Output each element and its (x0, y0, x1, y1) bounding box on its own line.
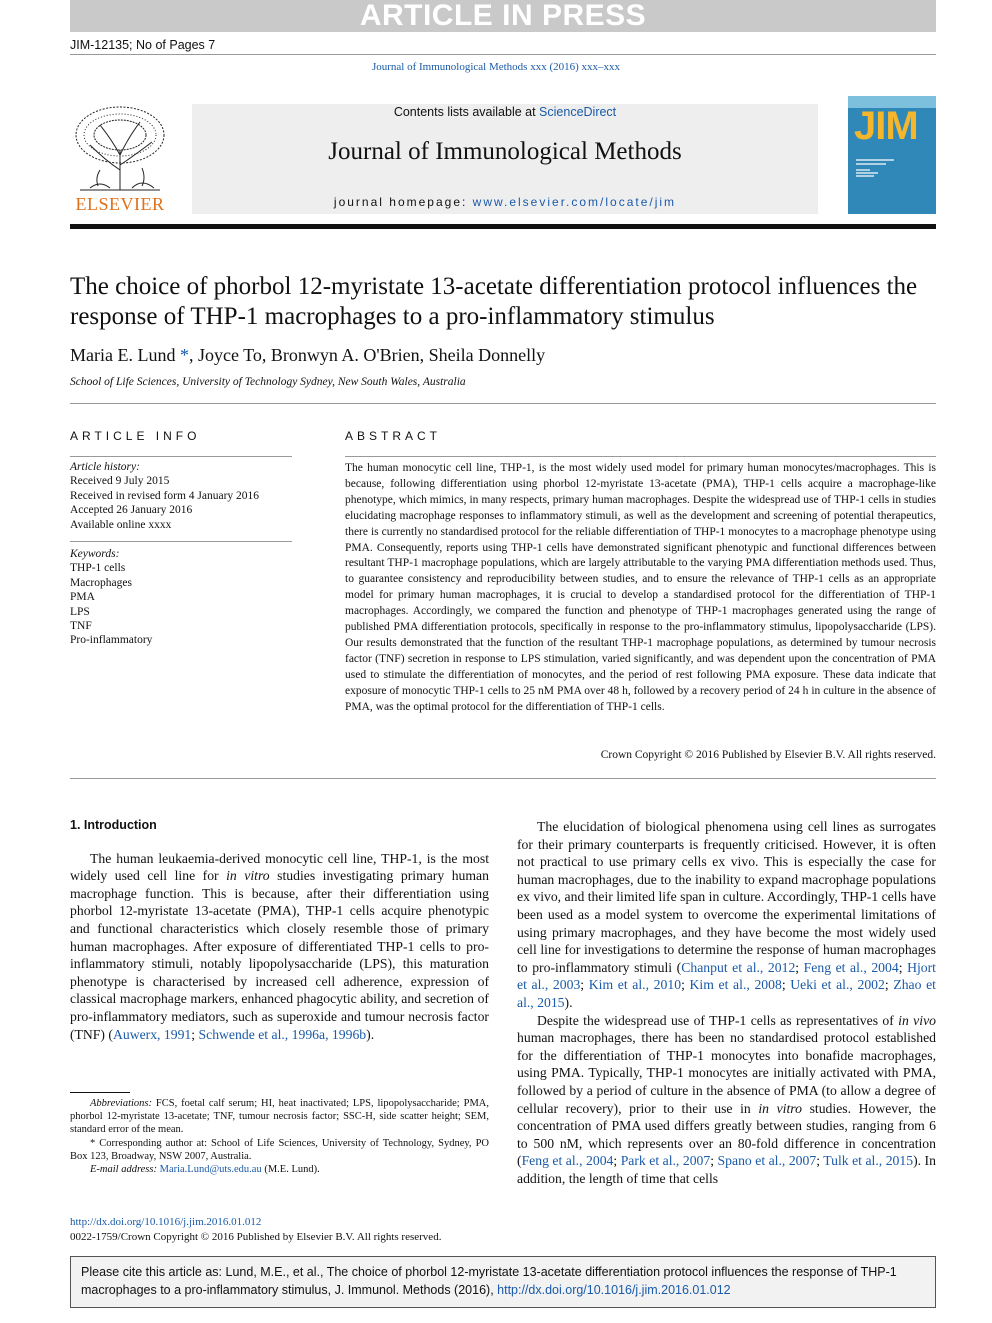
abstract-copyright: Crown Copyright © 2016 Published by Elsevier B.V. All rights reserved. (600, 749, 936, 761)
tree-logo-icon (70, 100, 170, 195)
journal-cover-thumbnail[interactable] (848, 96, 936, 214)
p1-italic: in vitro (226, 868, 270, 884)
article-history (70, 460, 292, 532)
article-info-rule (70, 456, 292, 457)
issn-line: 0022-1759/Crown Copyright © 2016 Published by Elsevier B.V. All rights reserved. (70, 1231, 442, 1243)
article-info-heading: ARTICLE INFO (70, 429, 201, 443)
citation-link[interactable]: Tulk et al., 2015 (823, 1153, 914, 1169)
citation-link[interactable]: Hjort et al., 2003 (517, 959, 936, 993)
citation-link[interactable]: Chanput et al., 2012 (681, 959, 796, 975)
sciencedirect-link[interactable]: ScienceDirect (539, 105, 617, 119)
cite-text (81, 1264, 927, 1299)
footnote-rule (70, 1092, 130, 1093)
p3-italic: in vivo (898, 1012, 936, 1028)
cite-body: Please cite this article as: Lund, M.E., et al., The choice of phorbol 12-myristate 13-acetate differentiation protocol influences the response of THP-1 macrophages to a pro-inflammatory stimulus, J. Immunol. Methods (2016), (81, 1265, 897, 1297)
cover-logo: JIM (854, 104, 918, 148)
email-link[interactable]: Maria.Lund@uts.edu.au (159, 1164, 262, 1176)
citation-link[interactable]: Zhao et al., 2015 (517, 977, 936, 1010)
abbrev-text: FCS, foetal calf serum; HI, heat inactivated; LPS, lipopolysaccharide; PMA, phorbol 12-myristate 13-acetate; TNF, tumour necrosis factor; SSC-H, side scatter height; SEM, standard error of the mean. (70, 1098, 489, 1136)
p1-sep: ; (191, 1026, 199, 1042)
citation-link[interactable]: Feng et al., 2004 (803, 959, 899, 975)
homepage-label: journal homepage: (333, 195, 473, 209)
affiliation: School of Life Sciences, University of Technology Sydney, New South Wales, Australia (70, 376, 466, 388)
p1-text: studies investigating primary human macrophage function. This is because, after their differentiation using phorbol 12-myristate 13-acetate (PMA), THP-1 cells acquire phenotypic and functional characteristics which closely resemble those of primary human macrophages. After exposure of differentiated THP-1 cells to pro-inflammatory stimuli, notably lipopolysaccharide (LPS), this maturation phenotype is characterised by increased cell adherence, expression of classical macrophage markers, enhanced phagocytic ability, and secretion of pro-inflammatory mediators, such as superoxide and tumour necrosis factor (TNF) ( (70, 868, 489, 1042)
cite-this-article-box (70, 1256, 936, 1308)
citation-link[interactable]: Auwerx, 1991 (112, 1026, 192, 1042)
contents-prefix: Contents lists available at (393, 105, 540, 119)
p1-end: ). (366, 1026, 375, 1042)
intro-paragraph-3: Despite the widespread use of THP-1 cells as representatives of in vivo human macrophages, there has been no standardised protocol established for the differentiation of THP-1 monocytes into bonafide macrophages, using PMA. Typically, THP-1 monocytes are initially activated with PMA, followed by a period of culture in the absence of PMA (to allow a degree of cellular recovery), prior to their use in in vitro studies. However, the concentration of PMA used differs greatly between studies, ranging from 6 to 500 nM, which represents over an 80-fold difference in concentration (Feng et al., 2004; Park et al., 2007; Spano et al., 2007; Tulk et al., 2015). In addition, the length of time that cells (517, 1012, 936, 1186)
citation-link[interactable]: Kim et al., 2010 (588, 977, 682, 993)
elsevier-logo[interactable] (70, 100, 170, 215)
article-title: The choice of phorbol 12-myristate 13-acetate differentiation protocol influences the response of THP-1 macrophages to a pro-inflammatory stimulus (70, 273, 918, 330)
p2-end: ). (564, 994, 573, 1010)
abstract-heading: ABSTRACT (345, 429, 442, 443)
intro-paragraph-1 (70, 850, 489, 1044)
p3-italic: in vitro (758, 1100, 802, 1116)
keyword: THP-1 cells (70, 562, 126, 575)
history-label: Article history: (70, 461, 140, 473)
citation-link[interactable]: Spano et al., 2007 (717, 1153, 817, 1169)
p3-text: ). In addition, the length of time that cells (517, 1153, 936, 1186)
keyword: LPS (70, 605, 90, 618)
corresponding-author-mark[interactable]: * (179, 345, 189, 365)
citation-link[interactable]: Feng et al., 2004 (521, 1153, 614, 1169)
keyword: Macrophages (70, 576, 132, 589)
history-online: Available online xxxx (70, 518, 172, 531)
section-heading-introduction: 1. Introduction (70, 818, 157, 832)
abbrev-label: Abbreviations: (90, 1098, 153, 1109)
contents-line (192, 105, 818, 119)
title-rule (70, 403, 936, 404)
keyword: Pro-inflammatory (70, 634, 153, 647)
email-label: E-mail address: (90, 1164, 157, 1176)
keyword: PMA (70, 591, 95, 604)
p3-text: Despite the widespread use of THP-1 cells as representatives of (537, 1012, 899, 1028)
keyword: TNF (70, 620, 92, 633)
history-accepted: Accepted 26 January 2016 (70, 504, 193, 517)
email-suffix: (M.E. Lund). (261, 1164, 320, 1176)
journal-reference-link[interactable]: Journal of Immunological Methods xxx (2016) xxx–xxx (371, 61, 621, 73)
abstract-end-rule (70, 778, 936, 779)
manuscript-id: JIM-12135; No of Pages 7 (70, 38, 216, 52)
author-list (70, 345, 545, 366)
email-footnote (70, 1163, 489, 1176)
abstract-rule (345, 456, 936, 457)
corresponding-footnote (70, 1137, 489, 1163)
abstract-text: The human monocytic cell line, THP-1, is the most widely used model for primary human monocytes/macrophages. This is because, following differentiation using phorbol 12-myristate 13-acetate (PMA), THP-1 cells acquire a macrophage-like phenotype, which mimics, in many respects, primary human macrophages. Despite the widespread use of THP-1 cells in studies elucidating macrophage responses to inflammatory stimuli, as well as the development and screening of potential therapeutics, there is currently no standardised protocol for the reliable differentiation of THP-1 monocytes to a macrophage phenotype using PMA. Consequently, reports using THP-1 cells have demonstrated significant phenotypic and functional differences between resultant THP-1 macrophage populations, which are largely attributable to the varying PMA differentiation methods used. Thus, to guarantee consistency and reproducibility between studies, and to ensure the relevance of THP-1 cells as an appropriate model for primary human macrophages, it is crucial to develop a standardised protocol for the differentiation of THP-1 macrophages. Accordingly, we compared the function and phenotype of THP-1 macrophages generated using the range of published PMA differentiation protocols, specifically in response to the pro-inflammatory stimulus, lipopolysaccharide (LPS). Our results demonstrated that the function of the resultant THP-1 macrophage populations, as determined by tumour necrosis factor (TNF) secretion in response to LPS stimulation, varied significantly, and was dependent upon the concentration of PMA used to stimulate the differentiation of monocytes, and the period of rest following PMA exposure. These data indicate that exposure of monocytic THP-1 cells to 25 nM PMA over 48 h, followed by a recovery period of 24 h in culture in the absence of PMA, was the optimal protocol for the differentiation of THP-1 cells. (345, 462, 936, 713)
citation-link[interactable]: Ueki et al., 2002 (790, 977, 885, 993)
history-revised: Received in revised form 4 January 2016 (70, 489, 260, 502)
citation-link[interactable]: Schwende et al., 1996a, 1996b (198, 1026, 367, 1042)
citation-link[interactable]: Kim et al., 2008 (689, 977, 782, 993)
p2-text: The elucidation of biological phenomena using cell lines as surrogates for their primary counterparts is frequently criticised. However, it is often not practical to use primary cells ex vivo. This is especially the case for human macrophages, due to the inability to expand macrophage populations ex vivo, and their limited life span in culture. Accordingly, THP-1 cells have been used as a model system to overcome the experimental limitations of using primary macrophages, and they have become the most widely used cell line for investigations to determine the response of human macrophages to pro-inflammatory stimuli ( (517, 819, 936, 975)
elsevier-wordmark: ELSEVIER (75, 194, 165, 214)
header-rule (70, 54, 936, 55)
intro-paragraph-2: The elucidation of biological phenomena using cell lines as surrogates for their primary counterparts is frequently criticised. However, it is often not practical to use primary cells ex vivo. This is especially the case for human macrophages, due to the inability to expand macrophage populations ex vivo, and their limited life span in culture. Accordingly, THP-1 cells have been used as a model system to overcome the experimental limitations of using primary macrophages, and they have become the most widely used cell line for investigations to determine the response of human macrophages to pro-inflammatory stimuli (Chanput et al., 2012; Feng et al., 2004; Hjort et al., 2003; Kim et al., 2010; Kim et al., 2008; Ueki et al., 2002; Zhao et al., 2015). (517, 819, 936, 1010)
abbreviations-footnote (70, 1097, 489, 1137)
p3-text: human macrophages, there has been no standardised protocol established for the differentiation of THP-1 monocytes into bonafide macrophages, using PMA. Typically, THP-1 monocytes are initially activated with PMA, followed by a period of culture in the absence of PMA (to allow a degree of cellular recovery), prior to their use in (517, 1030, 936, 1116)
other-authors: , Joyce To, Bronwyn A. O'Brien, Sheila Donnelly (188, 345, 546, 365)
corr-mark: * (90, 1137, 96, 1149)
journal-title: Journal of Immunological Methods (328, 138, 682, 165)
keywords-label: Keywords: (70, 548, 120, 560)
p1-text: The human leukaemia-derived monocytic cell line, THP-1, is the most widely used cell line for (70, 850, 489, 884)
corr-text: Corresponding author at: School of Life Sciences, University of Technology, Sydney, PO Box 123, Broadway, NSW 2007, Australia. (70, 1137, 489, 1162)
citation-link[interactable]: Park et al., 2007 (620, 1153, 711, 1169)
p3-text: studies. However, the concentration of PMA used differs greatly between studies, ranging from 6 to 500 nM, which represents over an 80-fold difference in concentration ( (517, 1100, 936, 1169)
banner-text: ARTICLE IN PRESS (359, 0, 647, 32)
footnotes (70, 1097, 489, 1176)
keywords (70, 547, 292, 648)
journal-masthead (192, 104, 818, 214)
masthead-rule (70, 224, 936, 229)
journal-homepage (192, 195, 818, 209)
intro-right-column (517, 818, 936, 1187)
doi-block (70, 1215, 441, 1245)
doi-link[interactable]: http://dx.doi.org/10.1016/j.jim.2016.01.012 (70, 1216, 262, 1228)
keywords-rule (70, 541, 292, 542)
intro-left-column (70, 817, 489, 1043)
cover-text-lines-icon (856, 158, 896, 178)
history-received: Received 9 July 2015 (70, 475, 170, 488)
homepage-link[interactable]: www.elsevier.com/locate/jim (472, 195, 677, 209)
author-lund: Maria E. Lund (70, 345, 176, 365)
article-in-press-banner (70, 0, 936, 32)
cite-doi-link[interactable]: http://dx.doi.org/10.1016/j.jim.2016.01.012 (497, 1282, 731, 1297)
